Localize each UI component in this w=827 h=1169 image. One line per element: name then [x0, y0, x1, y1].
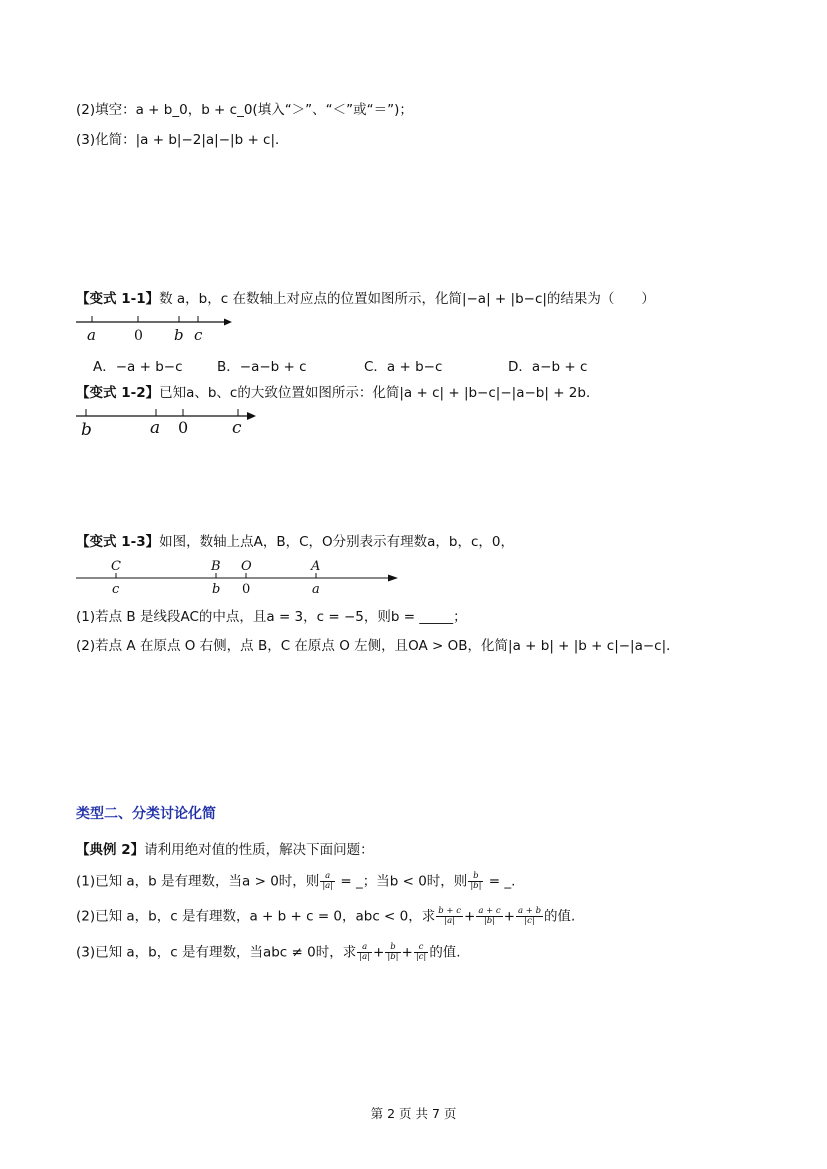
variant-1-1-tag: 【变式 1-1】	[76, 291, 160, 307]
q1-text-end: = _.	[484, 873, 516, 890]
plus-sign: +	[401, 944, 413, 961]
q2-text-start: (2)已知 a，b，c 是有理数，a + b + c = 0，abc < 0，求	[76, 908, 436, 925]
q3-text-end: 的值.	[429, 944, 461, 961]
axis-point-B: B	[211, 559, 221, 574]
axis-value-a: a	[312, 582, 320, 597]
section-heading: 类型二、分类讨论化简	[76, 806, 216, 822]
variant-1-3-tag: 【变式 1-3】	[76, 534, 160, 550]
choice-c: C．a + b−c	[364, 359, 443, 375]
choice-d: D．a−b + c	[508, 359, 588, 375]
variant-1-3-question-2: (2)若点 A 在原点 O 右侧，点 B，C 在原点 O 左侧，且OA > OB，化简|a + b| + |b + c|−|a−c|．	[76, 638, 680, 654]
variant-1-1-prompt	[76, 290, 655, 308]
choice-b: B．−a−b + c	[217, 359, 307, 375]
choice-a: A．−a + b−c	[93, 359, 183, 375]
plus-sign: +	[464, 908, 476, 925]
number-line-1-2	[72, 404, 262, 440]
q3-text-start: (3)已知 a，b，c 是有理数，当abc ≠ 0时，求	[76, 944, 357, 961]
axis-label-b: b	[174, 326, 184, 344]
page-footer: 第 2 页 共 7 页	[370, 1106, 457, 1121]
axis-label-zero: 0	[178, 418, 189, 437]
fraction-b-over-abs-b: $\frac{b}{|b|}$	[470, 871, 482, 891]
q1-text-start: (1)已知 a，b 是有理数，当a > 0时，则	[76, 873, 320, 890]
variant-1-2-tag: 【变式 1-2】	[76, 385, 160, 401]
q1-text-middle: = _；当b < 0时，则	[336, 873, 468, 890]
example-2-prompt	[76, 841, 374, 859]
axis-label-c: c	[232, 418, 242, 438]
fraction-c-over-abs-c: $\frac{c}{|c|}$	[415, 942, 427, 962]
axis-value-zero: 0	[242, 582, 251, 597]
fraction-a-over-abs-a: $\frac{a}{|a|}$	[359, 942, 371, 962]
variant-1-3-prompt	[76, 533, 514, 551]
axis-point-O: O	[241, 559, 252, 574]
axis-point-C: C	[111, 559, 121, 574]
axis-label-zero: 0	[134, 328, 143, 344]
fraction-ab-over-abs-c: $\frac{a + b}{|c|}$	[517, 906, 542, 926]
question-3-simplify: (3)化简：|a + b|−2|a|−|b + c|．	[76, 132, 289, 148]
fraction-b-over-abs-b: $\frac{b}{|b|}$	[387, 942, 399, 962]
axis-label-b: b	[81, 420, 92, 440]
axis-label-c: c	[194, 326, 203, 344]
variant-1-3-text: 如图，数轴上点A，B，C，O分别表示有理数a，b，c，0，	[159, 534, 514, 550]
plus-sign: +	[373, 944, 385, 961]
fraction-bc-over-abs-a: $\frac{b + c}{|a|}$	[438, 906, 461, 926]
question-2-fill-blank: (2)填空：a + b_0，b + c_0(填入“＞”、“＜”或“＝”)；	[76, 102, 413, 118]
example-2-tag: 【典例 2】	[76, 842, 145, 858]
axis-value-b: b	[212, 582, 221, 597]
variant-1-2-prompt	[76, 384, 599, 402]
variant-1-3-question-1: (1)若点 B 是线段AC的中点，且a = 3，c = −5，则b = _____；	[76, 609, 467, 625]
plus-sign: +	[503, 908, 515, 925]
example-2-text: 请利用绝对值的性质，解决下面问题：	[144, 842, 374, 858]
axis-point-A: A	[311, 559, 321, 574]
variant-1-1-text: 数 a，b，c 在数轴上对应点的位置如图所示，化简|−a| + |b−c|的结果为（ ）	[159, 291, 655, 307]
variant-1-2-text: 已知a、b、c的大致位置如图所示：化简|a + c| + |b−c|−|a−b| + 2b．	[159, 385, 600, 401]
example-2-question-2	[76, 907, 575, 926]
fraction-ac-over-abs-b: $\frac{a + c}{|b|}$	[478, 906, 501, 926]
q2-text-end: 的值.	[544, 908, 576, 925]
axis-value-c: c	[112, 582, 120, 597]
example-2-question-3	[76, 943, 461, 962]
fraction-a-over-abs-a: $\frac{a}{|a|}$	[322, 871, 334, 891]
number-line-1-1	[72, 310, 242, 346]
axis-label-a: a	[150, 418, 161, 438]
example-2-question-1	[76, 872, 515, 891]
axis-label-a: a	[87, 326, 96, 344]
number-line-1-3	[72, 556, 402, 598]
